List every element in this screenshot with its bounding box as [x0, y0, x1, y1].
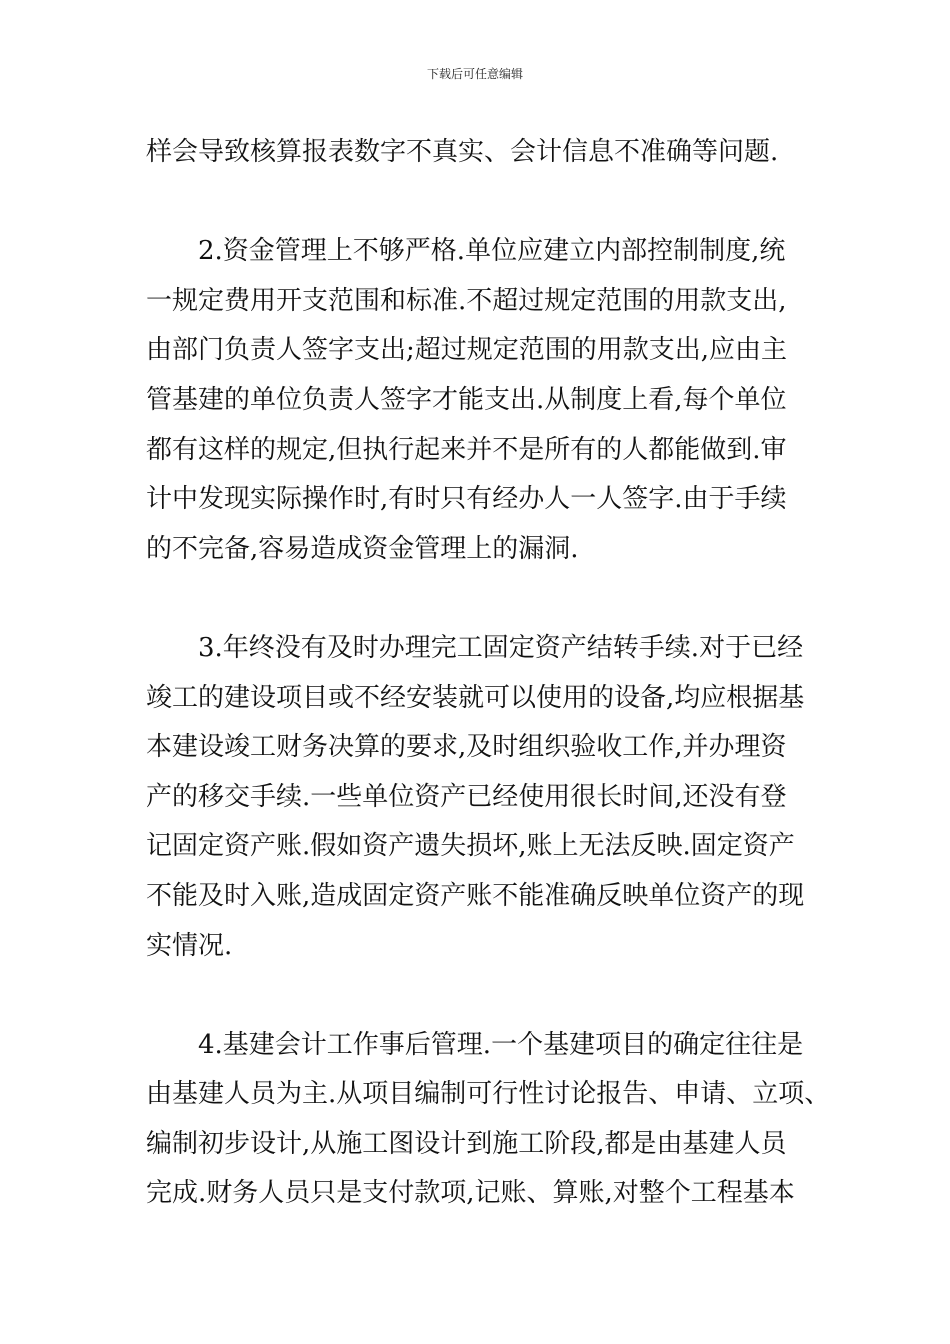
paragraph-gap — [146, 971, 816, 1021]
paragraph-line: 完成.财务人员只是支付款项,记账、算账,对整个工程基本 — [146, 1178, 795, 1209]
paragraph-line: 记固定资产账.假如资产遗失损坏,账上无法反映.固定资产 — [146, 831, 795, 862]
paragraph-line: 本建设竣工财务决算的要求,及时组织验收工作,并办理资 — [146, 732, 787, 763]
paragraph-line: 竣工的建设项目或不经安装就可以使用的设备,均应根据基 — [146, 682, 805, 713]
paragraph-line: 管基建的单位负责人签字才能支出.从制度上看,每个单位 — [146, 384, 787, 415]
document-body — [146, 128, 831, 1219]
paragraph-line: 产的移交手续.一些单位资产已经使用很长时间,还没有登 — [146, 781, 787, 812]
paragraph-line: 样会导致核算报表数字不真实、会计信息不准确等问题. — [146, 137, 779, 167]
paragraph-line: 2.资金管理上不够严格.单位应建立内部控制制度,统 — [198, 236, 786, 267]
paragraph-line: 由部门负责人签字支出;超过规定范围的用款支出,应由主 — [146, 335, 788, 366]
paragraph-gap — [146, 178, 816, 228]
paragraph-line: 实情况. — [146, 930, 233, 961]
paragraph-line: 都有这样的规定,但执行起来并不是所有的人都能做到.审 — [146, 434, 787, 465]
paragraph-line: 由基建人员为主.从项目编制可行性讨论报告、申请、立项、 — [146, 1079, 831, 1110]
paragraph-line: 的不完备,容易造成资金管理上的漏洞. — [146, 533, 579, 564]
paragraph-line: 计中发现实际操作时,有时只有经办人一人签字.由于手续 — [146, 484, 787, 515]
paragraph-line: 不能及时入账,造成固定资产账不能准确反映单位资产的现 — [146, 880, 805, 911]
paragraph-gap — [146, 574, 816, 624]
paragraph-line: 3.年终没有及时办理完工固定资产结转手续.对于已经 — [198, 632, 804, 663]
header-note: 下载后可任意编辑 — [426, 67, 523, 81]
paragraph-line: 编制初步设计,从施工图设计到施工阶段,都是由基建人员 — [146, 1128, 787, 1159]
paragraph-line: 一规定费用开支范围和标准.不超过规定范围的用款支出, — [146, 285, 787, 316]
paragraph-line: 4.基建会计工作事后管理.一个基建项目的确定往往是 — [198, 1029, 804, 1060]
